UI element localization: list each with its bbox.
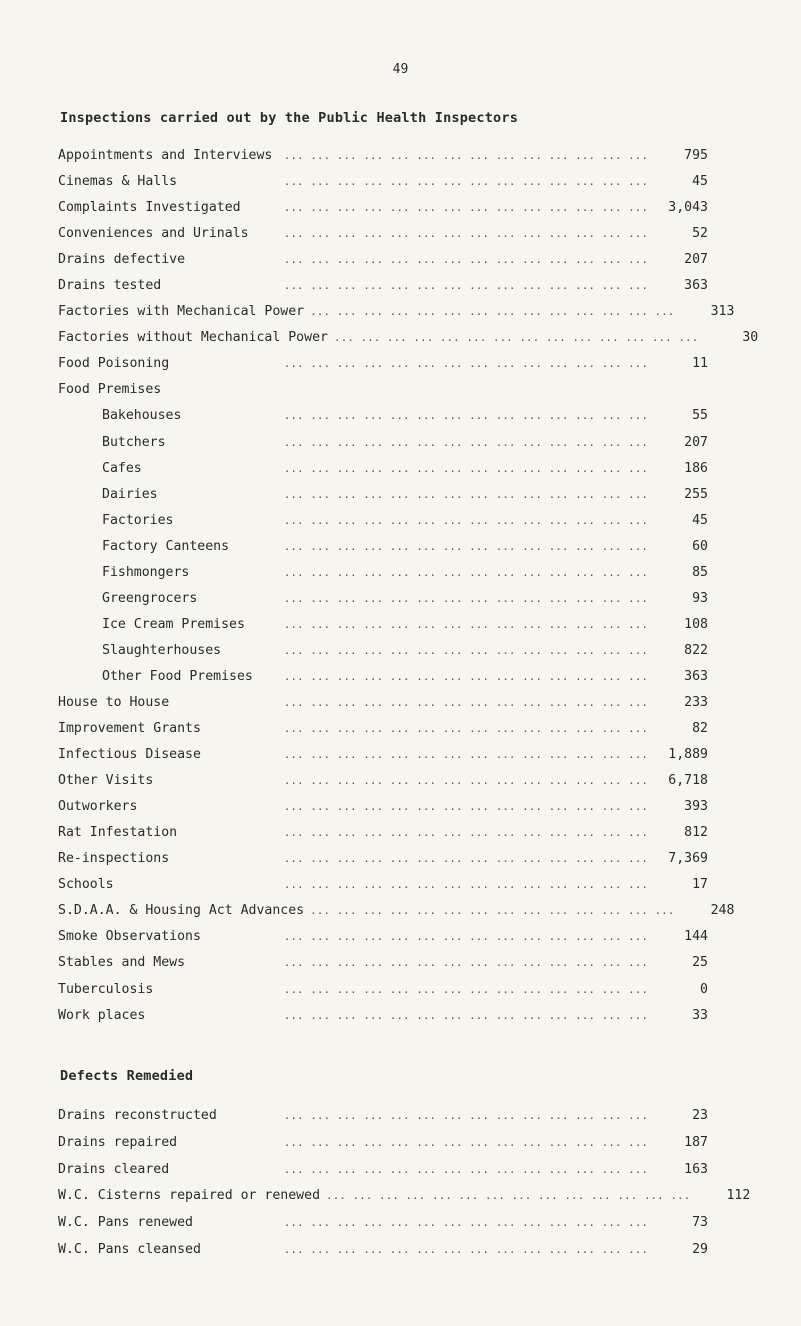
list-item [58, 1108, 708, 1135]
item-value: 82 [692, 721, 708, 737]
item-label: Butchers [102, 434, 166, 450]
list-item [58, 982, 708, 1008]
item-label: W.C. Pans cleansed [58, 1241, 201, 1257]
item-value: 795 [684, 148, 708, 163]
item-value: 1,889 [668, 747, 708, 763]
list-item [58, 278, 708, 304]
dot-leader: ... ... ... ... ... ... ... ... ... ... ... ... ... ... [283, 253, 648, 267]
dot-leader: ... ... ... ... ... ... ... ... ... ... ... ... ... ... [333, 331, 699, 345]
inspections-list [58, 148, 759, 1034]
item-label: Appointments and Interviews [58, 148, 273, 163]
list-item [58, 1242, 708, 1269]
list-item [58, 877, 708, 903]
item-label: Smoke Observations [58, 929, 201, 945]
list-item [58, 200, 708, 226]
item-label: Cinemas & Halls [58, 174, 178, 190]
item-label: Complaints Investigated [58, 200, 241, 216]
dot-leader: ... ... ... ... ... ... ... ... ... ... ... ... ... ... [283, 878, 648, 892]
dot-leader: ... ... ... ... ... ... ... ... ... ... ... ... ... ... [283, 279, 648, 293]
dot-leader: ... ... ... ... ... ... ... ... ... ... ... ... ... ... [283, 1242, 648, 1256]
item-value: 93 [692, 590, 708, 606]
list-item [58, 721, 708, 747]
dot-leader: ... ... ... ... ... ... ... ... ... ... ... ... ... ... [283, 1135, 648, 1149]
dot-leader: ... ... ... ... ... ... ... ... ... ... ... ... ... ... [283, 982, 648, 996]
item-value: 233 [684, 694, 708, 710]
list-item [58, 929, 708, 955]
list-item [58, 1188, 751, 1215]
dot-leader: ... ... ... ... ... ... ... ... ... ... ... ... ... ... [283, 175, 648, 189]
item-label: Food Poisoning [58, 356, 170, 372]
list-item [58, 461, 708, 487]
item-value: 186 [684, 460, 708, 476]
dot-leader: ... ... ... ... ... ... ... ... ... ... ... ... ... ... [283, 774, 648, 788]
list-item [58, 304, 735, 330]
dot-leader: ... ... ... ... ... ... ... ... ... ... ... ... ... ... [283, 1008, 648, 1022]
item-value: 60 [692, 538, 708, 554]
list-item [58, 1215, 708, 1242]
list-item [58, 408, 708, 434]
item-value: 55 [692, 408, 708, 424]
dot-leader: ... ... ... ... ... ... ... ... ... ... ... ... ... ... [283, 435, 648, 449]
list-item [58, 330, 759, 356]
item-value: 33 [692, 1007, 708, 1023]
dot-leader: ... ... ... ... ... ... ... ... ... ... ... ... ... ... [283, 409, 648, 423]
dot-leader: ... ... ... ... ... ... ... ... ... ... ... ... ... ... [283, 826, 648, 840]
defects-heading: Defects Remedied [60, 1068, 194, 1084]
item-value: 313 [710, 304, 735, 320]
item-label: Improvement Grants [58, 721, 201, 737]
list-item [58, 825, 708, 851]
item-value: 29 [692, 1241, 708, 1257]
list-item [58, 669, 708, 695]
item-label: Re-inspections [58, 851, 170, 867]
dot-leader: ... ... ... ... ... ... ... ... ... ... ... ... ... ... [283, 643, 648, 657]
dot-leader: ... ... ... ... ... ... ... ... ... ... ... ... ... ... [283, 852, 648, 866]
item-value: 363 [684, 668, 708, 684]
item-value: 207 [684, 434, 708, 450]
list-item [58, 591, 708, 617]
item-value: 7,369 [668, 851, 708, 867]
item-value: 30 [742, 330, 759, 346]
item-label: Factories without Mechanical Power [58, 330, 328, 346]
item-value: 0 [700, 981, 708, 997]
item-label: Rat Infestation [58, 825, 178, 841]
item-label: Greengrocers [102, 590, 198, 606]
dot-leader: ... ... ... ... ... ... ... ... ... ... ... ... ... ... [310, 904, 675, 918]
list-item [58, 695, 708, 721]
item-label: Fishmongers [102, 564, 190, 580]
item-value: 23 [692, 1108, 708, 1123]
list-item [58, 1162, 708, 1189]
item-value: 3,043 [668, 200, 708, 216]
dot-leader: ... ... ... ... ... ... ... ... ... ... ... ... ... ... [283, 539, 648, 553]
list-item [58, 487, 708, 513]
list-item [58, 903, 735, 929]
item-label: Drains defective [58, 252, 186, 268]
dot-leader: ... ... ... ... ... ... ... ... ... ... ... ... ... ... [283, 487, 648, 501]
dot-leader: ... ... ... ... ... ... ... ... ... ... ... ... ... ... [283, 461, 648, 475]
item-label: Infectious Disease [58, 747, 201, 763]
dot-leader: ... ... ... ... ... ... ... ... ... ... ... ... ... ... [283, 227, 648, 241]
item-label: Slaughterhouses [102, 642, 222, 658]
list-item [58, 513, 708, 539]
dot-leader: ... ... ... ... ... ... ... ... ... ... ... ... ... ... [283, 930, 648, 944]
list-item [58, 252, 708, 278]
item-label: Drains reconstructed [58, 1108, 217, 1123]
dot-leader: ... ... ... ... ... ... ... ... ... ... ... ... ... ... [283, 201, 648, 215]
dot-leader: ... ... ... ... ... ... ... ... ... ... ... ... ... ... [283, 1216, 648, 1230]
dot-leader: ... ... ... ... ... ... ... ... ... ... ... ... ... ... [283, 669, 648, 683]
dot-leader: ... ... ... ... ... ... ... ... ... ... ... ... ... ... [283, 748, 648, 762]
item-label: Cafes [102, 460, 142, 476]
inspections-heading: Inspections carried out by the Public Health Inspectors [60, 110, 519, 126]
item-value: 108 [684, 616, 708, 632]
dot-leader: ... ... ... ... ... ... ... ... ... ... ... ... ... ... [283, 513, 648, 527]
list-item [58, 356, 708, 382]
item-label: S.D.A.A. & Housing Act Advances [58, 903, 305, 919]
defects-list [58, 1108, 751, 1269]
item-value: 248 [710, 903, 735, 919]
item-value: 207 [684, 252, 708, 268]
item-label: Dairies [102, 486, 158, 502]
item-label: Ice Cream Premises [102, 616, 245, 632]
list-item [58, 851, 708, 877]
item-label: Drains repaired [58, 1134, 178, 1150]
item-value: 363 [684, 278, 708, 294]
item-value: 17 [692, 877, 708, 893]
item-value: 163 [684, 1161, 708, 1177]
item-label: Outworkers [58, 799, 138, 815]
item-label: Stables and Mews [58, 955, 186, 971]
item-label: Other Visits [58, 773, 154, 789]
item-value: 52 [692, 226, 708, 242]
list-item [58, 747, 708, 773]
item-label: Bakehouses [102, 408, 182, 424]
item-value: 45 [692, 174, 708, 190]
item-label: Factories with Mechanical Power [58, 304, 305, 320]
list-item [58, 1008, 708, 1034]
item-label: Drains cleared [58, 1161, 170, 1177]
item-value: 255 [684, 486, 708, 502]
item-label: Other Food Premises [102, 668, 253, 684]
item-value: 112 [726, 1188, 751, 1204]
dot-leader: ... ... ... ... ... ... ... ... ... ... ... ... ... ... [283, 800, 648, 814]
item-value: 11 [692, 356, 708, 372]
item-label: House to House [58, 694, 170, 710]
dot-leader: ... ... ... ... ... ... ... ... ... ... ... ... ... ... [283, 1109, 648, 1122]
list-item [58, 382, 708, 408]
dot-leader: ... ... ... ... ... ... ... ... ... ... ... ... ... ... [326, 1189, 691, 1203]
item-label: Factories [102, 512, 174, 528]
list-item [58, 435, 708, 461]
dot-leader: ... ... ... ... ... ... ... ... ... ... ... ... ... ... [283, 617, 648, 631]
item-label: Work places [58, 1007, 146, 1023]
item-value: 393 [684, 799, 708, 815]
list-item [58, 955, 708, 981]
item-label: W.C. Cisterns repaired or renewed [58, 1188, 321, 1204]
item-label: Food Premises [58, 382, 162, 398]
list-item [58, 565, 708, 591]
list-item [58, 799, 708, 825]
item-value: 812 [684, 825, 708, 841]
item-value: 6,718 [668, 773, 708, 789]
dot-leader: ... ... ... ... ... ... ... ... ... ... ... ... ... ... [283, 591, 648, 605]
item-value: 187 [684, 1134, 708, 1150]
dot-leader: ... ... ... ... ... ... ... ... ... ... ... ... ... ... [283, 149, 648, 162]
list-item [58, 539, 708, 565]
dot-leader: ... ... ... ... ... ... ... ... ... ... ... ... ... ... [283, 357, 648, 371]
list-item [58, 773, 708, 799]
dot-leader: ... ... ... ... ... ... ... ... ... ... ... ... ... ... [310, 305, 675, 319]
item-label: Drains tested [58, 278, 162, 294]
item-value: 144 [684, 929, 708, 945]
dot-leader: ... ... ... ... ... ... ... ... ... ... ... ... ... ... [283, 565, 648, 579]
item-label: W.C. Pans renewed [58, 1215, 193, 1231]
list-item [58, 617, 708, 643]
list-item [58, 174, 708, 200]
list-item [58, 226, 708, 252]
item-value: 25 [692, 955, 708, 971]
dot-leader: ... ... ... ... ... ... ... ... ... ... ... ... ... ... [283, 722, 648, 736]
page-number: 49 [392, 62, 409, 77]
item-label: Tuberculosis [58, 981, 154, 997]
dot-leader: ... ... ... ... ... ... ... ... ... ... ... ... ... ... [283, 695, 648, 709]
list-item [58, 643, 708, 669]
item-value: 85 [692, 564, 708, 580]
item-label: Conveniences and Urinals [58, 226, 249, 242]
item-value: 45 [692, 512, 708, 528]
item-label: Schools [58, 877, 114, 893]
dot-leader: ... ... ... ... ... ... ... ... ... ... ... ... ... ... [283, 1162, 648, 1176]
item-label: Factory Canteens [102, 538, 230, 554]
item-value: 73 [692, 1215, 708, 1231]
list-item [58, 1135, 708, 1162]
item-value: 822 [684, 642, 708, 658]
dot-leader: ... ... ... ... ... ... ... ... ... ... ... ... ... ... [283, 956, 648, 970]
list-item [58, 148, 708, 174]
